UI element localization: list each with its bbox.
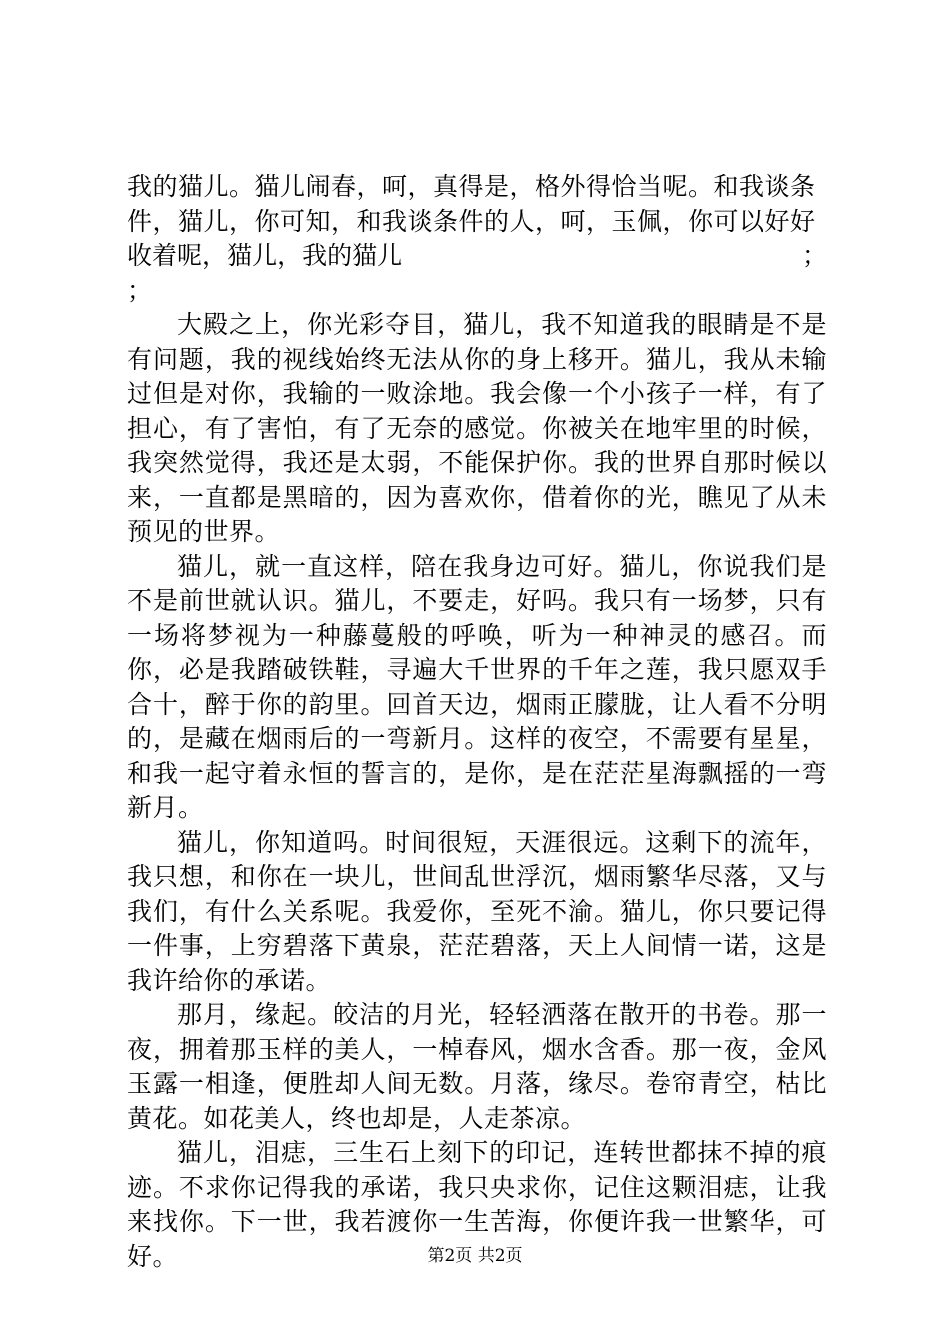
opening-char: 着 (152, 241, 178, 270)
opening-char: 的 (327, 241, 353, 270)
opening-char: 呢 (177, 241, 203, 270)
paragraph-4: 那月，缘起。皎洁的月光，轻轻洒落在散开的书卷。那一夜，拥着那玉样的美人，一棹春风，烟水含香。那一夜，金风玉露一相逢，便胜却人间无数。月落，缘尽。卷帘青空，枯比黄花。如花美人，终也却是，人走茶凉。 (127, 1000, 827, 1133)
document-body (127, 170, 827, 1274)
opening-char: ， (277, 241, 303, 270)
paragraph-2: 猫儿，就一直这样，陪在我身边可好。猫儿，你说我们是不是前世就认识。猫儿，不要走，好吗。我只有一场梦，只有一场将梦视为一种藤蔓般的呼唤，听为一种神灵的感召。而你，必是我踏破铁鞋，寻遍大千世界的千年之莲，我只愿双手合十，醉于你的韵里。回首天边，烟雨正朦胧，让人看不分明的，是藏在烟雨后的一弯新月。这样的夜空，不需要有星星，和我一起守着永恒的誓言的，是你，是在茫茫星海飘摇的一弯新月。 (127, 551, 827, 822)
opening-gap (402, 239, 802, 274)
opening-char: 猫 (227, 241, 253, 270)
opening-char: ， (202, 241, 228, 270)
opening-line-1: 我的猫儿。猫儿闹春，呵，真得是，格外得恰当呢。和我谈条 (127, 172, 816, 201)
opening-char: 猫 (352, 241, 378, 270)
paragraph-1: 大殿之上，你光彩夺目，猫儿，我不知道我的眼睛是不是有问题，我的视线始终无法从你的身上移开。猫儿，我从未输过但是对你，我输的一败涂地。我会像一个小孩子一样，有了担心，有了害怕，有了无奈的感觉。你被关在地牢里的时候，我突然觉得，我还是太弱，不能保护你。我的世界自那时候以来，一直都是黑暗的，因为喜欢你，借着你的光，瞧见了从未预见的世界。 (127, 310, 827, 546)
opening-line-3 (127, 239, 827, 274)
opening-char: 我 (302, 241, 328, 270)
opening-char: 儿 (377, 241, 403, 270)
opening-line-2: 件，猫儿，你可知，和我谈条件的人，呵，玉佩，你可以好好 (127, 206, 816, 236)
paragraph-3: 猫儿，你知道吗。时间很短，天涯很远。这剩下的流年，我只想，和你在一块儿，世间乱世浮沉，烟雨繁华尽落，又与我们，有什么关系呢。我爱你，至死不渝。猫儿，你只要记得一件事，上穷碧落下黄泉，茫茫碧落，天上人间情一诺，这是我许给你的承诺。 (127, 827, 827, 995)
page-number-footer: 第2页 共2页 (427, 1246, 523, 1266)
opening-char: 收 (127, 241, 153, 270)
opening-line-4: ； (127, 275, 153, 305)
opening-char: 儿 (252, 241, 278, 270)
opening-semicolon-right: ； (801, 241, 827, 270)
paragraph-5: 猫儿，泪痣，三生石上刻下的印记，连转世都抹不掉的痕迹。不求你记得我的承诺，我只央求你，记住这颗泪痣，让我来找你。下一世，我若渡你一生苦海，你便许我一世繁华，可好。 (127, 1138, 827, 1271)
